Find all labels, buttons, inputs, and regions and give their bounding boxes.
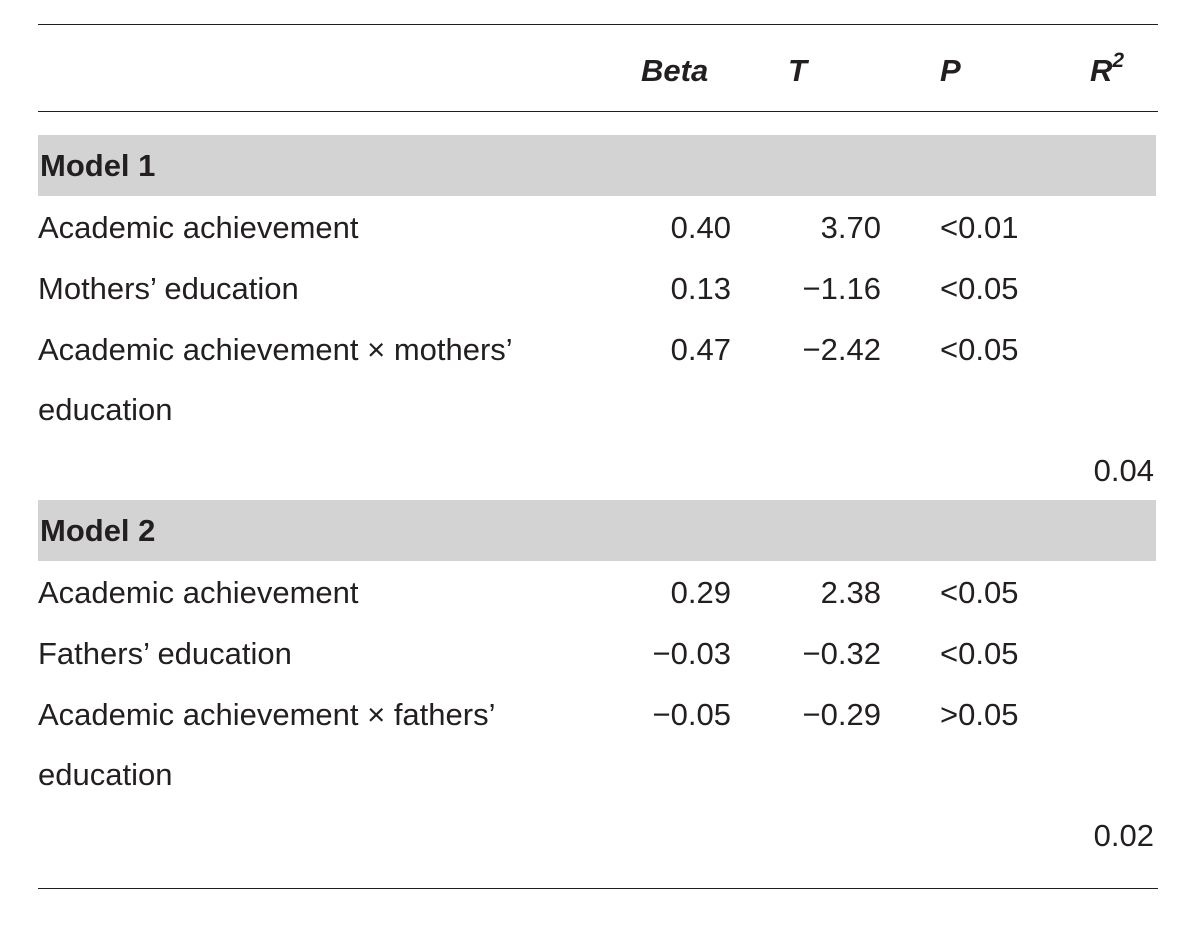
row-label: Academic achievement bbox=[38, 575, 359, 610]
beta-value: 0.40 bbox=[670, 210, 731, 245]
table-row bbox=[38, 562, 1158, 623]
model-title: Model 1 bbox=[40, 148, 156, 183]
row-label: Mothers’ education bbox=[38, 271, 299, 306]
table-row-continuation bbox=[38, 744, 1158, 805]
p-value: <0.05 bbox=[940, 271, 1019, 306]
model-title: Model 2 bbox=[40, 513, 156, 548]
regression-table bbox=[38, 0, 1158, 931]
row-label: Fathers’ education bbox=[38, 636, 292, 671]
p-value: <0.05 bbox=[940, 575, 1019, 610]
header-beta: Beta bbox=[641, 53, 709, 88]
header-p: P bbox=[940, 53, 961, 88]
r2-row bbox=[38, 440, 1158, 501]
row-label-continuation: education bbox=[38, 392, 173, 427]
bottom-rule bbox=[38, 888, 1158, 889]
header-row bbox=[38, 40, 1158, 101]
header-r2-base: R bbox=[1090, 53, 1113, 88]
t-value: 3.70 bbox=[820, 210, 881, 245]
header-rule bbox=[38, 111, 1158, 112]
p-value: <0.05 bbox=[940, 332, 1019, 367]
r2-value: 0.02 bbox=[1093, 818, 1154, 853]
header-t: T bbox=[788, 53, 807, 88]
r2-value: 0.04 bbox=[1093, 453, 1154, 488]
row-label-continuation: education bbox=[38, 757, 173, 792]
table-row bbox=[38, 197, 1158, 258]
beta-value: −0.05 bbox=[652, 697, 731, 732]
beta-value: 0.47 bbox=[670, 332, 731, 367]
beta-value: 0.29 bbox=[670, 575, 731, 610]
t-value: −0.29 bbox=[802, 697, 881, 732]
header-r2-superscript: 2 bbox=[1112, 48, 1125, 72]
p-value: <0.05 bbox=[940, 636, 1019, 671]
row-label: Academic achievement × fathers’ bbox=[38, 697, 496, 732]
r2-row bbox=[38, 805, 1158, 866]
table-row bbox=[38, 258, 1158, 319]
top-rule bbox=[38, 24, 1158, 25]
row-label: Academic achievement × mothers’ bbox=[38, 332, 513, 367]
table-row bbox=[38, 684, 1158, 745]
t-value: 2.38 bbox=[820, 575, 881, 610]
p-value: >0.05 bbox=[940, 697, 1019, 732]
t-value: −0.32 bbox=[802, 636, 881, 671]
table-row bbox=[38, 319, 1158, 380]
table-row-continuation bbox=[38, 379, 1158, 440]
p-value: <0.01 bbox=[940, 210, 1019, 245]
model-1-heading bbox=[38, 135, 1156, 196]
model-2-heading bbox=[38, 500, 1156, 561]
beta-value: −0.03 bbox=[652, 636, 731, 671]
t-value: −1.16 bbox=[802, 271, 881, 306]
table-row bbox=[38, 623, 1158, 684]
header-r2 bbox=[1090, 40, 1124, 101]
t-value: −2.42 bbox=[802, 332, 881, 367]
row-label: Academic achievement bbox=[38, 210, 359, 245]
beta-value: 0.13 bbox=[670, 271, 731, 306]
